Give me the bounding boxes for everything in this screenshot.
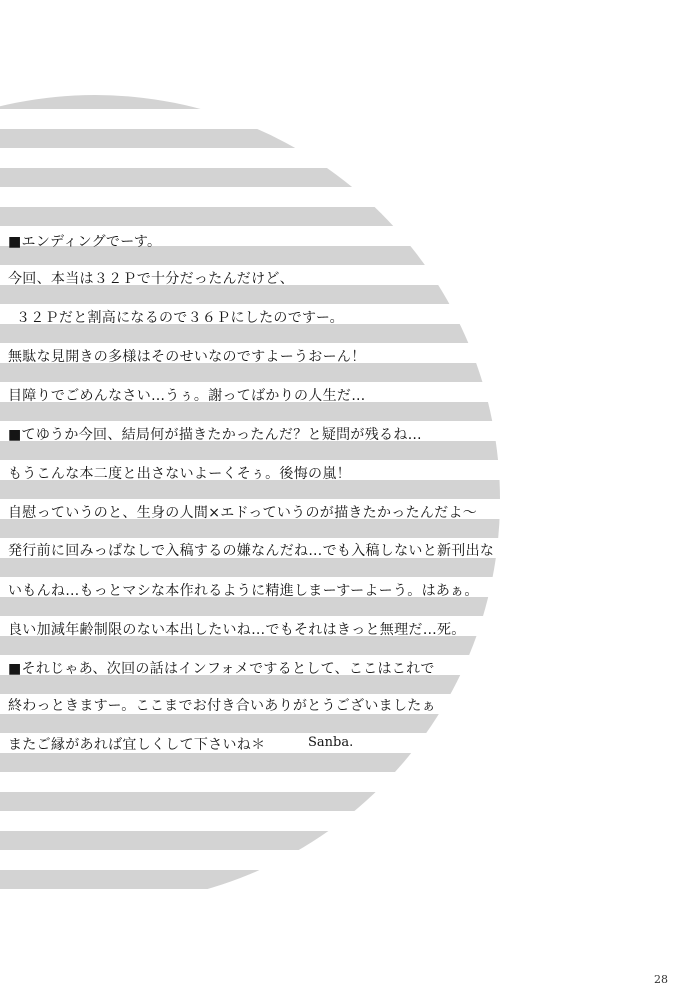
afterword-line: ■てゆうか今回、結局何が描きたかったんだ？と疑問が残るね… <box>8 427 422 443</box>
afterword-line: 良い加減年齢制限のない本出したいね…でもそれはきっと無理だ…死。 <box>8 622 466 638</box>
stripe-band <box>0 363 673 382</box>
page-number: 28 <box>654 973 668 986</box>
afterword-line: またご縁があれば宜しくして下さいね＊ <box>8 737 266 753</box>
stripe-band <box>0 207 673 226</box>
afterword-line: 無駄な見開きの多様はそのせいなのですよーうおーん！ <box>8 349 366 365</box>
stripe-band <box>0 909 673 928</box>
stripe-band <box>0 480 673 499</box>
stripe-band <box>0 90 673 109</box>
stripe-band <box>0 675 673 694</box>
stripe-band <box>0 285 673 304</box>
stripe-band <box>0 402 673 421</box>
afterword-line: 自慰っていうのと、生身の人間×エドっていうのが描きたかったんだよ～ <box>8 505 478 521</box>
stripe-band <box>0 558 673 577</box>
stripe-band <box>0 831 673 850</box>
stripe-band <box>0 753 673 772</box>
afterword-line: 今回、本当は３２Ｐで十分だったんだけど、 <box>8 271 294 287</box>
stripe-band <box>0 636 673 655</box>
stripe-band <box>0 792 673 811</box>
afterword-line: 終わっときますー。ここまでお付き合いありがとうございましたぁ <box>8 698 436 714</box>
afterword-line: ■それじゃあ、次回の話はインフォメでするとして、ここはこれで <box>8 661 435 677</box>
afterword-line: 発行前に回みっぱなしで入稿するの嫌なんだね…でも入稿しないと新刊出な <box>8 543 495 559</box>
afterword-line: ３２Ｐだと割高になるので３６Ｐにしたのですー。 <box>16 310 344 326</box>
afterword-line: いもんね…もっとマシな本作れるように精進しまーすーよーう。はあぁ。 <box>8 583 479 599</box>
stripe-band <box>0 870 673 889</box>
author-signature: Sanba. <box>308 735 354 750</box>
stripe-band <box>0 129 673 148</box>
stripe-band <box>0 714 673 733</box>
afterword-line: ■エンディングでーす。 <box>8 234 162 250</box>
afterword-line: 目障りでごめんなさい…うぅ。謝ってばかりの人生だ… <box>8 388 366 404</box>
stripe-band <box>0 168 673 187</box>
afterword-line: もうこんな本二度と出さないよーくそぅ。後悔の嵐！ <box>8 466 351 482</box>
stripe-band <box>0 519 673 538</box>
stripe-band <box>0 324 673 343</box>
stripe-band <box>0 597 673 616</box>
stripe-band <box>0 441 673 460</box>
